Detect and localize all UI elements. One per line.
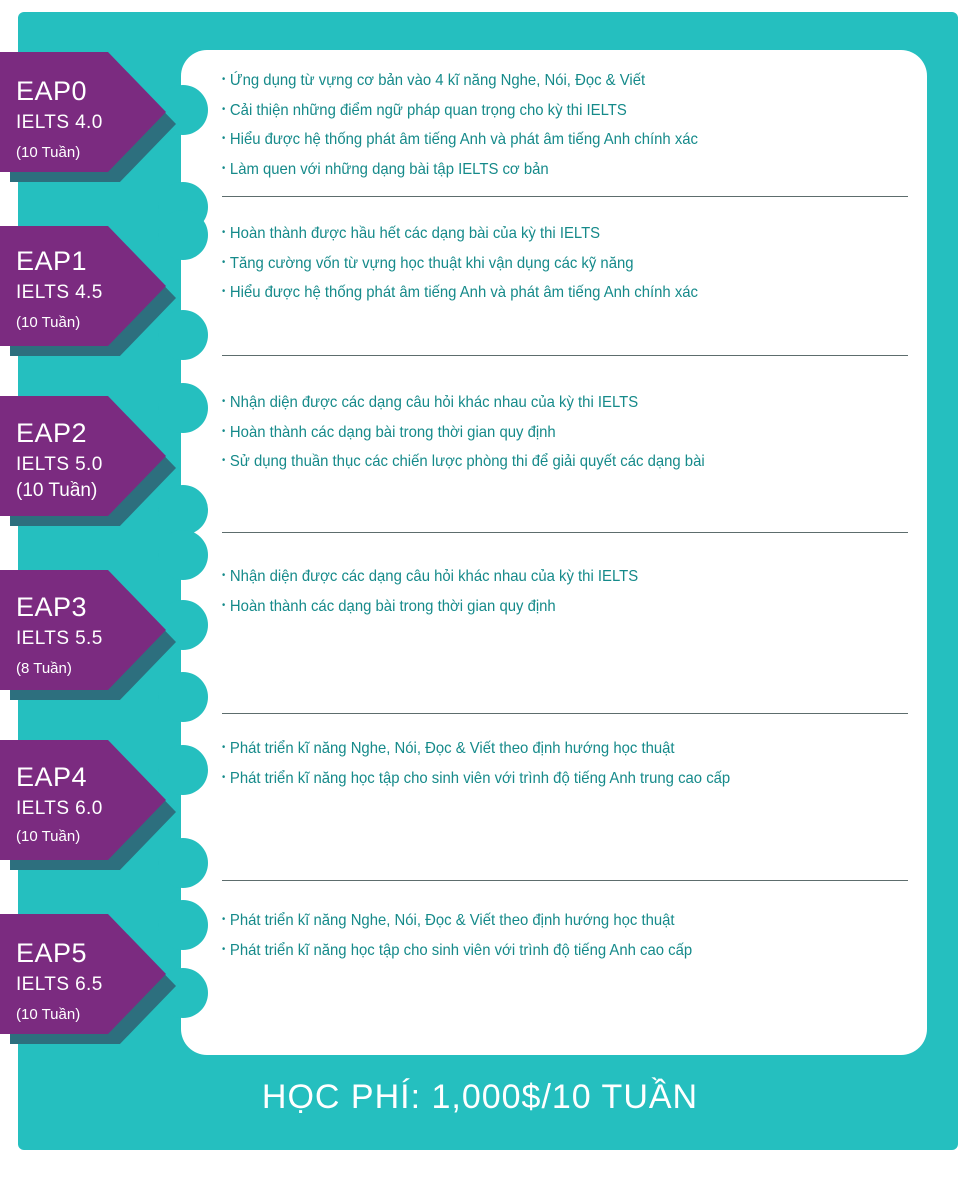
eap4-objectives [222,734,908,793]
course-content-card [181,50,927,1055]
ielts-score: IELTS 5.0 [16,454,103,475]
ielts-score: IELTS 6.0 [16,798,103,819]
list-item: • Hiểu được hệ thống phát âm tiếng Anh và phát âm tiếng Anh chính xác [222,131,699,149]
list-item: • Tăng cường vốn từ vựng học thuật khi vận dụng các kỹ năng [222,254,634,272]
eap2-objectives [222,388,908,477]
list-item: • Hiểu được hệ thống phát âm tiếng Anh và phát âm tiếng Anh chính xác [222,284,699,302]
level-code: EAP5 [16,938,88,968]
level-code: EAP4 [16,762,88,792]
ielts-score: IELTS 4.5 [16,282,103,303]
section-divider [222,713,908,714]
course-duration: (10 Tuần) [16,314,81,331]
section-divider [222,196,908,197]
list-item: • Cải thiện những điểm ngữ pháp quan trọng cho kỳ thi IELTS [222,101,627,119]
list-item: • Hoàn thành được hầu hết các dạng bài của kỳ thi IELTS [222,225,601,242]
eap3-objectives [222,562,908,621]
level-tag-eap0 [0,52,200,182]
eap0-objectives [222,66,908,185]
level-code: EAP1 [16,246,88,276]
list-item: • Phát triển kĩ năng Nghe, Nói, Đọc & Viết theo định hướng học thuật [222,740,675,757]
ielts-score: IELTS 4.0 [16,112,103,133]
list-item: • Sử dụng thuần thục các chiến lược phòng thi để giải quyết các dạng bài [222,453,705,471]
course-duration: (10 Tuần) [16,480,98,501]
tuition-fee: HỌC PHÍ: 1,000$/10 TUẦN [261,1078,699,1116]
list-item: • Làm quen với những dạng bài tập IELTS cơ bản [222,161,549,179]
ielts-score: IELTS 6.5 [16,974,103,995]
level-tag-eap5 [0,914,200,1044]
section-divider [222,880,908,881]
list-item: • Nhận diện được các dạng câu hỏi khác nhau của kỳ thi IELTS [222,568,639,585]
list-item: • Nhận diện được các dạng câu hỏi khác nhau của kỳ thi IELTS [222,394,639,411]
eap1-objectives [222,219,908,308]
course-duration: (10 Tuần) [16,1006,81,1023]
list-item: • Hoàn thành các dạng bài trong thời gian quy định [222,423,556,441]
section-divider [222,532,908,533]
ielts-score: IELTS 5.5 [16,628,103,649]
level-tag-eap4 [0,740,200,870]
level-tag-eap1 [0,226,200,356]
level-code: EAP2 [16,418,88,448]
level-code: EAP3 [16,592,88,622]
level-tag-eap3 [0,570,200,700]
course-duration: (8 Tuần) [16,660,72,677]
course-duration: (10 Tuần) [16,144,81,161]
level-code: EAP0 [16,76,88,106]
section-divider [222,355,908,356]
eap5-objectives [222,906,908,965]
level-tag-eap2 [0,396,200,526]
list-item: • Phát triển kĩ năng Nghe, Nói, Đọc & Viết theo định hướng học thuật [222,912,675,929]
course-duration: (10 Tuần) [16,828,81,845]
list-item: • Phát triển kĩ năng học tập cho sinh viên với trình độ tiếng Anh cao cấp [222,941,693,959]
list-item: • Hoàn thành các dạng bài trong thời gian quy định [222,597,556,615]
list-item: • Phát triển kĩ năng học tập cho sinh viên với trình độ tiếng Anh trung cao cấp [222,769,731,787]
list-item: • Ứng dụng từ vựng cơ bản vào 4 kĩ năng Nghe, Nói, Đọc & Viết [222,72,646,89]
